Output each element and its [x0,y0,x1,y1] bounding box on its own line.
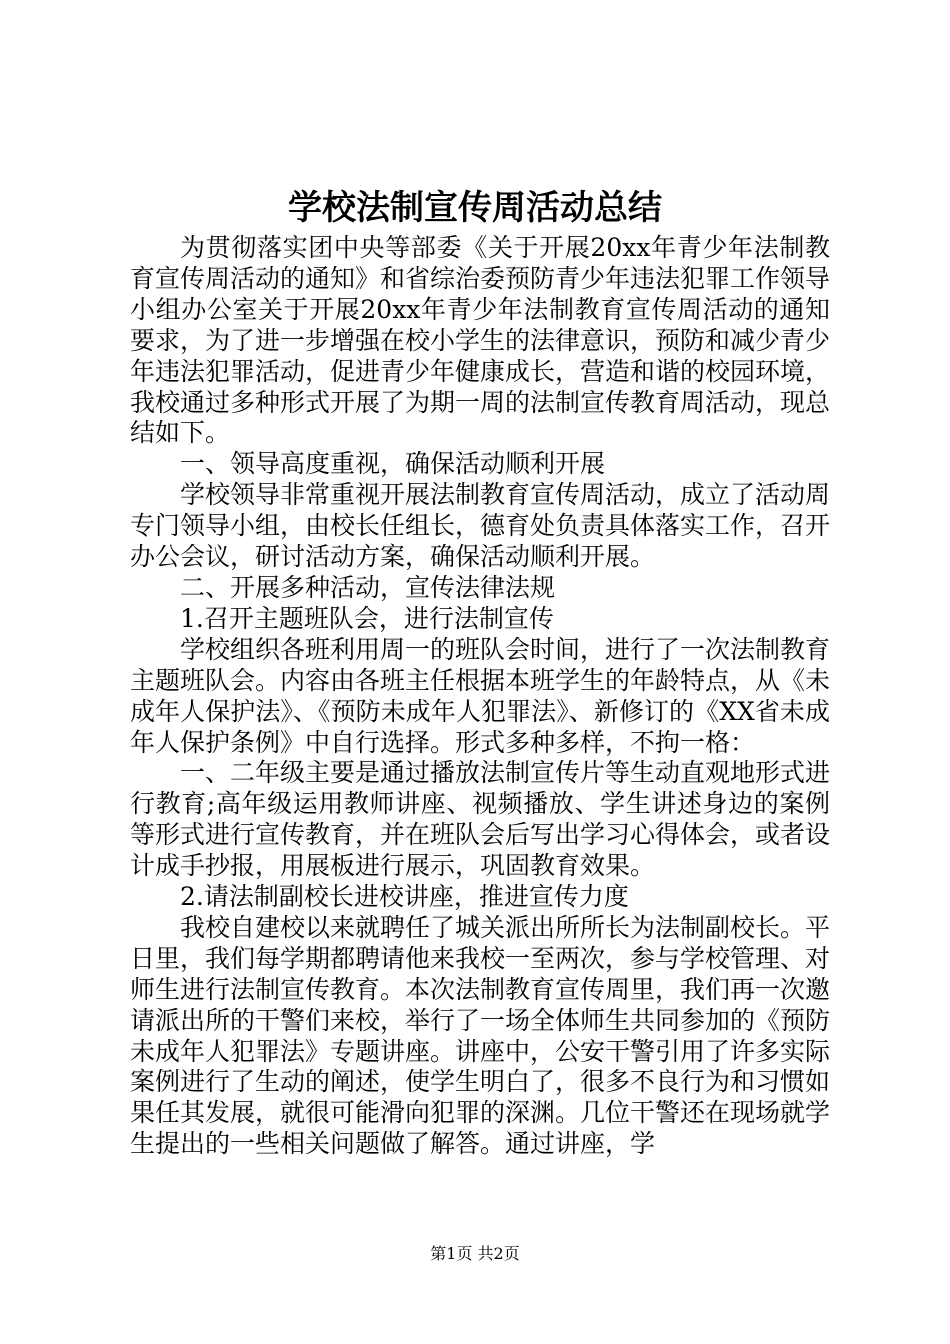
subsection-heading-2: 2.请法制副校长进校讲座，推进宣传力度 [180,882,629,912]
section-heading-1: 一、领导高度重视，确保活动顺利开展 [180,449,606,479]
document-body [130,233,830,1160]
paragraph-grades: 一、二年级主要是通过播放法制宣传片等生动直观地形式进行教育;高年级运用教师讲座、视频播放、学生讲述身边的案例等形式进行宣传教育，并在班队会后写出学习心得体会，或者设计成手抄报，用展板进行展示，巩固教育效果。 [130,758,831,881]
section-heading-2: 二、开展多种活动，宣传法律法规 [180,572,556,602]
document-title: 学校法制宣传周活动总结 [288,188,662,228]
paragraph-class-meeting: 学校组织各班利用周一的班队会时间，进行了一次法制教育主题班队会。内容由各班主任根据本班学生的年龄特点，从《未成年人保护法》、《预防未成年人犯罪法》、新修订的《XX省未成年人保护条例》中自行选择。形式多种多样，不拘一格： [130,634,831,757]
subsection-heading-1: 1.召开主题班队会，进行法制宣传 [180,603,554,633]
paragraph-leadership: 学校领导非常重视开展法制教育宣传周活动，成立了活动周专门领导小组，由校长任组长，德育处负责具体落实工作，召开办公会议，研讨活动方案，确保活动顺利开展。 [130,480,831,572]
paragraph-lecture: 我校自建校以来就聘任了城关派出所所长为法制副校长。平日里，我们每学期都聘请他来我校一至两次，参与学校管理、对师生进行法制宣传教育。本次法制教育宣传周里，我们再一次邀请派出所的干警们来校，举行了一场全体师生共同参加的《预防未成年人犯罪法》专题讲座。讲座中，公安干警引用了许多实际案例进行了生动的阐述，使学生明白了，很多不良行为和习惯如果任其发展，就很可能滑向犯罪的深渊。几位干警还在现场就学生提出的一些相关问题做了解答。通过讲座，学 [130,912,831,1159]
page-footer: 第1页 共2页 [430,1244,520,1263]
paragraph-intro: 为贯彻落实团中央等部委《关于开展20xx年青少年法制教育宣传周活动的通知》和省综治委预防青少年违法犯罪工作领导小组办公室关于开展20xx年青少年法制教育宣传周活动的通知要求，为了进一步增强在校小学生的法律意识，预防和减少青少年违法犯罪活动，促进青少年健康成长，营造和谐的校园环境，我校通过多种形式开展了为期一周的法制宣传教育周活动，现总结如下。 [130,233,831,448]
